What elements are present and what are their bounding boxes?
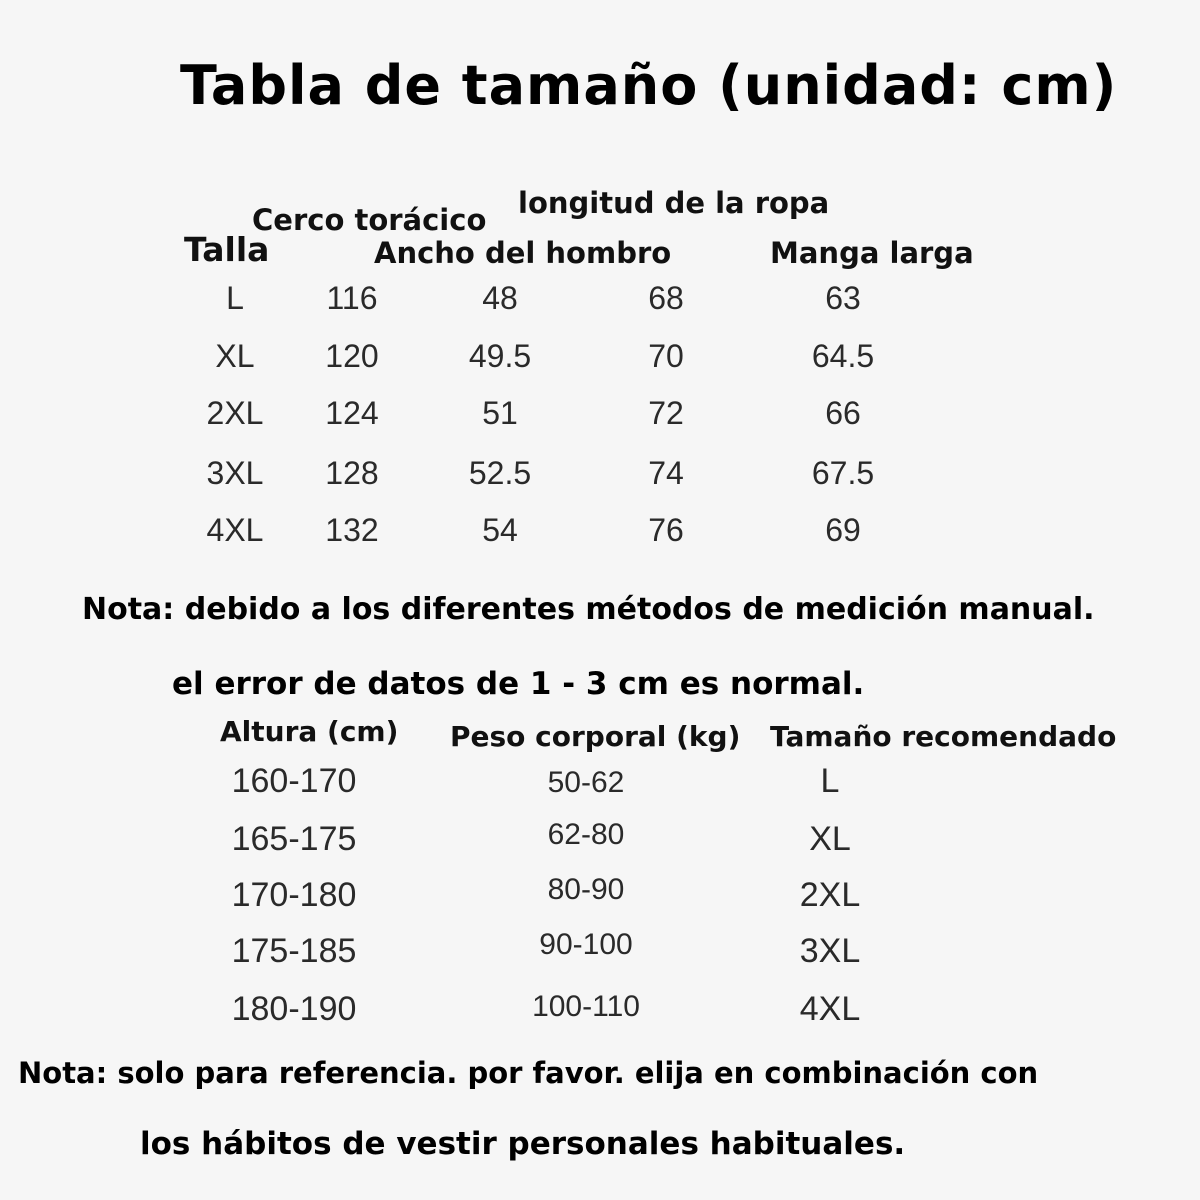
cell-tamano: XL <box>809 820 851 858</box>
cell-manga: 66 <box>825 395 861 431</box>
cell-tamano: 2XL <box>799 876 861 914</box>
header-talla: Talla <box>184 230 270 269</box>
cell-cerco: 116 <box>326 280 378 316</box>
cell-talla: L <box>226 280 244 316</box>
cell-hombro: 49.5 <box>468 338 532 374</box>
cell-cerco: 120 <box>325 338 379 374</box>
header-cerco-toracico: Cerco torácico <box>252 203 487 237</box>
cell-talla: 4XL <box>206 512 264 548</box>
cell-manga: 69 <box>825 512 861 548</box>
cell-peso: 62-80 <box>547 818 625 851</box>
cell-longitud: 74 <box>648 455 684 491</box>
cell-longitud: 68 <box>648 280 684 316</box>
header-tamano-recomendado: Tamaño recomendado <box>770 720 1117 753</box>
cell-altura: 180-190 <box>231 990 357 1028</box>
cell-peso: 100-110 <box>532 990 640 1023</box>
cell-tamano: 3XL <box>799 932 861 970</box>
cell-hombro: 51 <box>482 395 518 431</box>
cell-altura: 175-185 <box>231 932 357 970</box>
cell-hombro: 48 <box>482 280 518 316</box>
cell-tamano: 4XL <box>799 990 861 1028</box>
cell-peso: 80-90 <box>547 873 625 906</box>
cell-manga: 63 <box>825 280 861 316</box>
cell-peso: 90-100 <box>539 928 633 961</box>
cell-manga: 67.5 <box>811 455 875 491</box>
page-title: Tabla de tamaño (unidad: cm) <box>180 54 1118 117</box>
header-peso: Peso corporal (kg) <box>450 720 741 753</box>
header-longitud: longitud de la ropa <box>518 186 830 220</box>
cell-cerco: 124 <box>325 395 379 431</box>
measurement-note-line-2: el error de datos de 1 - 3 cm es normal. <box>172 666 865 702</box>
measurement-note-line-1: Nota: debido a los diferentes métodos de medición manual. <box>82 592 1095 627</box>
cell-longitud: 72 <box>648 395 684 431</box>
cell-altura: 165-175 <box>231 820 357 858</box>
reference-note-line-2: los hábitos de vestir personales habituales. <box>140 1126 906 1162</box>
cell-hombro: 54 <box>482 512 518 548</box>
header-manga-larga: Manga larga <box>770 236 974 270</box>
cell-altura: 170-180 <box>231 876 357 914</box>
cell-talla: XL <box>215 338 255 374</box>
cell-cerco: 128 <box>325 455 379 491</box>
cell-longitud: 70 <box>648 338 684 374</box>
cell-cerco: 132 <box>325 512 379 548</box>
cell-tamano: L <box>820 762 840 800</box>
cell-longitud: 76 <box>648 512 684 548</box>
header-altura: Altura (cm) <box>220 715 399 748</box>
cell-peso: 50-62 <box>547 766 625 799</box>
cell-talla: 2XL <box>206 395 264 431</box>
cell-talla: 3XL <box>206 455 264 491</box>
cell-manga: 64.5 <box>811 338 875 374</box>
reference-note-line-1: Nota: solo para referencia. por favor. elija en combinación con <box>18 1056 1039 1090</box>
cell-altura: 160-170 <box>231 762 357 800</box>
cell-hombro: 52.5 <box>468 455 532 491</box>
header-ancho-hombro: Ancho del hombro <box>374 236 672 270</box>
